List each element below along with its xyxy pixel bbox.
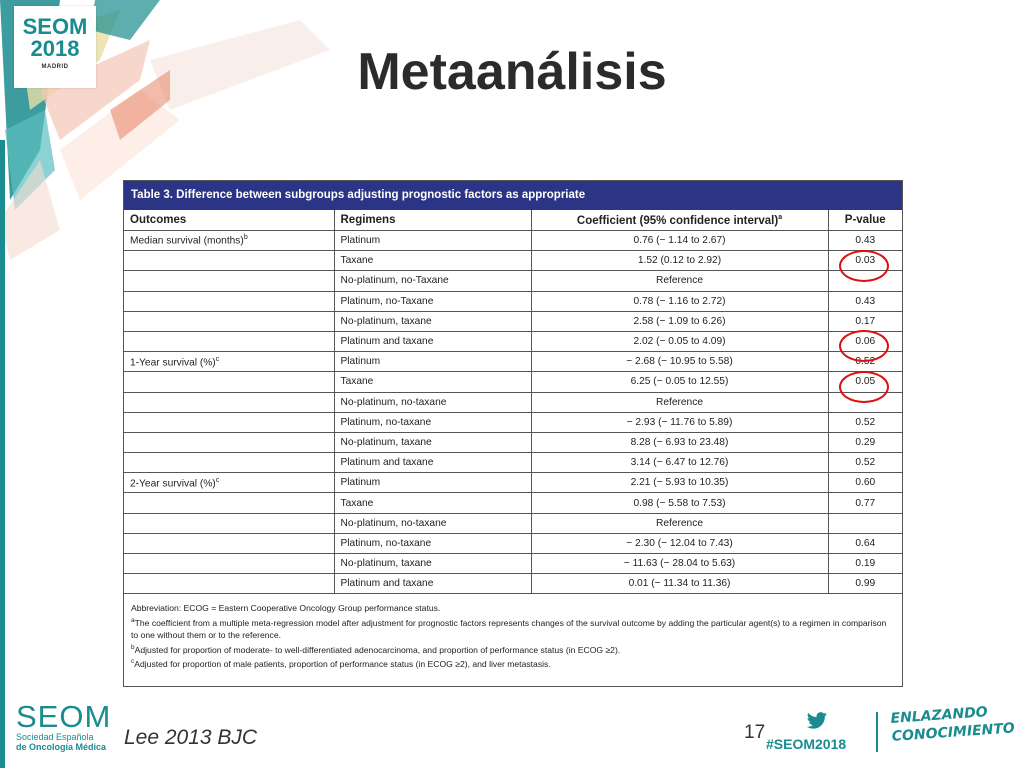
cell-regimen: Platinum and taxane [334,331,531,351]
cell-pvalue: 0.19 [828,554,902,574]
cell-outcome [124,432,334,452]
outcome-footnote-mark: b [243,234,248,242]
footnote-a: $^a$The coefficient from a multiple meta-regression model after adjustment for prognostic factors represents changes of the survival outcome by adding the particular agent(s) to a regimen in comparison to one without them or to the reference. [131,616,887,641]
cell-outcome [124,513,334,533]
footer-separator [876,712,878,752]
table-row [124,311,902,331]
header-coefficient: Coefficient (95% confidence interval)$^a$ [531,210,828,231]
twitter-bird-icon [806,712,828,735]
footer-logo-name: SEOM [16,699,112,734]
cell-outcome: 2-Year survival (%)$^c$ [124,473,334,493]
cell-coefficient: − 11.63 (− 28.04 to 5.63) [531,554,828,574]
table-row [124,231,902,251]
cell-regimen: No-platinum, no-taxane [334,513,531,533]
cell-outcome [124,493,334,513]
cell-outcome [124,372,334,392]
slogan [890,701,1015,746]
cell-regimen: No-platinum, taxane [334,432,531,452]
logo-line-2: 2018 [30,36,80,61]
highlight-circle-pvalue-0-05 [839,371,889,403]
cell-pvalue: 0.77 [828,493,902,513]
cell-pvalue: 0.52 [828,352,902,372]
cell-outcome [124,251,334,271]
cell-outcome [124,453,334,473]
cell-coefficient: 0.01 (− 11.34 to 11.36) [531,574,828,594]
cell-regimen: Platinum and taxane [334,453,531,473]
cell-coefficient: Reference [531,513,828,533]
slogan-line-1: ENLAZANDO [890,704,989,727]
header-regimens: Regimens [334,210,531,231]
cell-pvalue: 0.43 [828,291,902,311]
table-row [124,331,902,351]
footnote-c: $^c$Adjusted for proportion of male patients, proportion of performance status (in ECOG ≥2), and liver metastasis. [131,658,551,670]
cell-pvalue: 0.03 [828,251,902,271]
cell-pvalue: 0.29 [828,432,902,452]
cell-coefficient: 1.52 (0.12 to 2.92) [531,251,828,271]
cell-regimen: Taxane [334,251,531,271]
cell-pvalue: 0.43 [828,231,902,251]
cell-outcome: Median survival (months)$^b$ [124,231,334,251]
cell-regimen: Platinum [334,352,531,372]
logo-line-1: SEOM [22,14,88,39]
slogan-line-2: CONOCIMIENTO [891,720,1016,745]
table-header-row [124,210,902,231]
cell-regimen: No-platinum, no-Taxane [334,271,531,291]
cell-regimen: Platinum [334,473,531,493]
cell-coefficient: − 2.30 (− 12.04 to 7.43) [531,533,828,553]
page-number: 17 [744,722,766,743]
highlight-circle-pvalue-0-03 [839,250,889,282]
cell-coefficient: 0.78 (− 1.16 to 2.72) [531,291,828,311]
cell-coefficient: 0.76 (− 1.14 to 2.67) [531,231,828,251]
table-row [124,251,902,271]
table-row [124,513,902,533]
footnote-b: $^b$Adjusted for proportion of moderate- to well-differentiated adenocarcinoma, and proportion of performance status (in ECOG ≥2). [131,644,621,655]
seom-footer-logo [16,699,112,752]
cell-outcome [124,311,334,331]
cell-pvalue: 0.52 [828,453,902,473]
cell-coefficient: 3.14 (− 6.47 to 12.76) [531,453,828,473]
outcome-footnote-mark: c [215,476,220,484]
footnote-abbreviation: Abbreviation: ECOG = Eastern Cooperative Oncology Group performance status. [131,603,441,614]
footer-logo-subtitle-1: Sociedad Española [16,732,94,742]
citation: Lee 2013 BJC [124,726,258,749]
cell-coefficient: 2.02 (− 0.05 to 4.09) [531,331,828,351]
cell-regimen: Platinum [334,231,531,251]
table-row [124,291,902,311]
outcome-footnote-mark: c [215,355,220,363]
event-hashtag: #SEOM2018 [766,736,847,752]
header-outcomes: Outcomes [124,210,334,231]
cell-coefficient: 2.21 (− 5.93 to 10.35) [531,473,828,493]
cell-outcome: 1-Year survival (%)$^c$ [124,352,334,372]
cell-outcome [124,291,334,311]
cell-coefficient: − 2.68 (− 10.95 to 5.58) [531,352,828,372]
cell-regimen: No-platinum, taxane [334,311,531,331]
cell-pvalue [828,513,902,533]
cell-pvalue: 0.64 [828,533,902,553]
table-row [124,412,902,432]
cell-coefficient: Reference [531,392,828,412]
cell-coefficient: 0.98 (− 5.58 to 7.53) [531,493,828,513]
cell-outcome [124,574,334,594]
cell-coefficient: 2.58 (− 1.09 to 6.26) [531,311,828,331]
cell-pvalue: 0.52 [828,412,902,432]
header-pvalue: P-value [828,210,902,231]
results-table [124,210,902,594]
cell-pvalue: 0.99 [828,574,902,594]
cell-coefficient: Reference [531,271,828,291]
table-caption: Table 3. Difference between subgroups adjusting prognostic factors as appropriate [124,181,902,210]
table-body [124,231,902,594]
table-row [124,392,902,412]
cell-coefficient: 6.25 (− 0.05 to 12.55) [531,372,828,392]
table-row [124,372,902,392]
cell-regimen: No-platinum, taxane [334,554,531,574]
header-coefficient-footnote-mark: a [778,213,783,221]
table-row [124,473,902,493]
cell-regimen: No-platinum, no-taxane [334,392,531,412]
cell-regimen: Taxane [334,493,531,513]
table-row [124,271,902,291]
cell-pvalue: 0.05 [828,372,902,392]
table-row [124,554,902,574]
cell-outcome [124,533,334,553]
cell-coefficient: − 2.93 (− 11.76 to 5.89) [531,412,828,432]
results-table-panel [123,180,903,687]
footer-logo-subtitle-2: de Oncología Médica [16,742,107,752]
table-row [124,493,902,513]
table-row [124,574,902,594]
cell-regimen: Platinum, no-taxane [334,533,531,553]
left-accent-bar [0,140,5,768]
cell-pvalue: 0.60 [828,473,902,493]
cell-coefficient: 8.28 (− 6.93 to 23.48) [531,432,828,452]
cell-outcome [124,331,334,351]
cell-outcome [124,554,334,574]
cell-outcome [124,412,334,432]
logo-line-3: MADRID [41,64,69,70]
cell-regimen: Platinum, no-Taxane [334,291,531,311]
table-footnotes [124,594,902,671]
cell-outcome [124,271,334,291]
cell-outcome [124,392,334,412]
table-row [124,432,902,452]
slide-title: Metaanálisis [357,43,667,101]
cell-regimen: Taxane [334,372,531,392]
highlight-circle-pvalue-0-06 [839,330,889,362]
cell-regimen: Platinum, no-taxane [334,412,531,432]
cell-pvalue: 0.06 [828,331,902,351]
table-row [124,352,902,372]
table-row [124,533,902,553]
cell-regimen: Platinum and taxane [334,574,531,594]
table-row [124,453,902,473]
cell-pvalue: 0.17 [828,311,902,331]
